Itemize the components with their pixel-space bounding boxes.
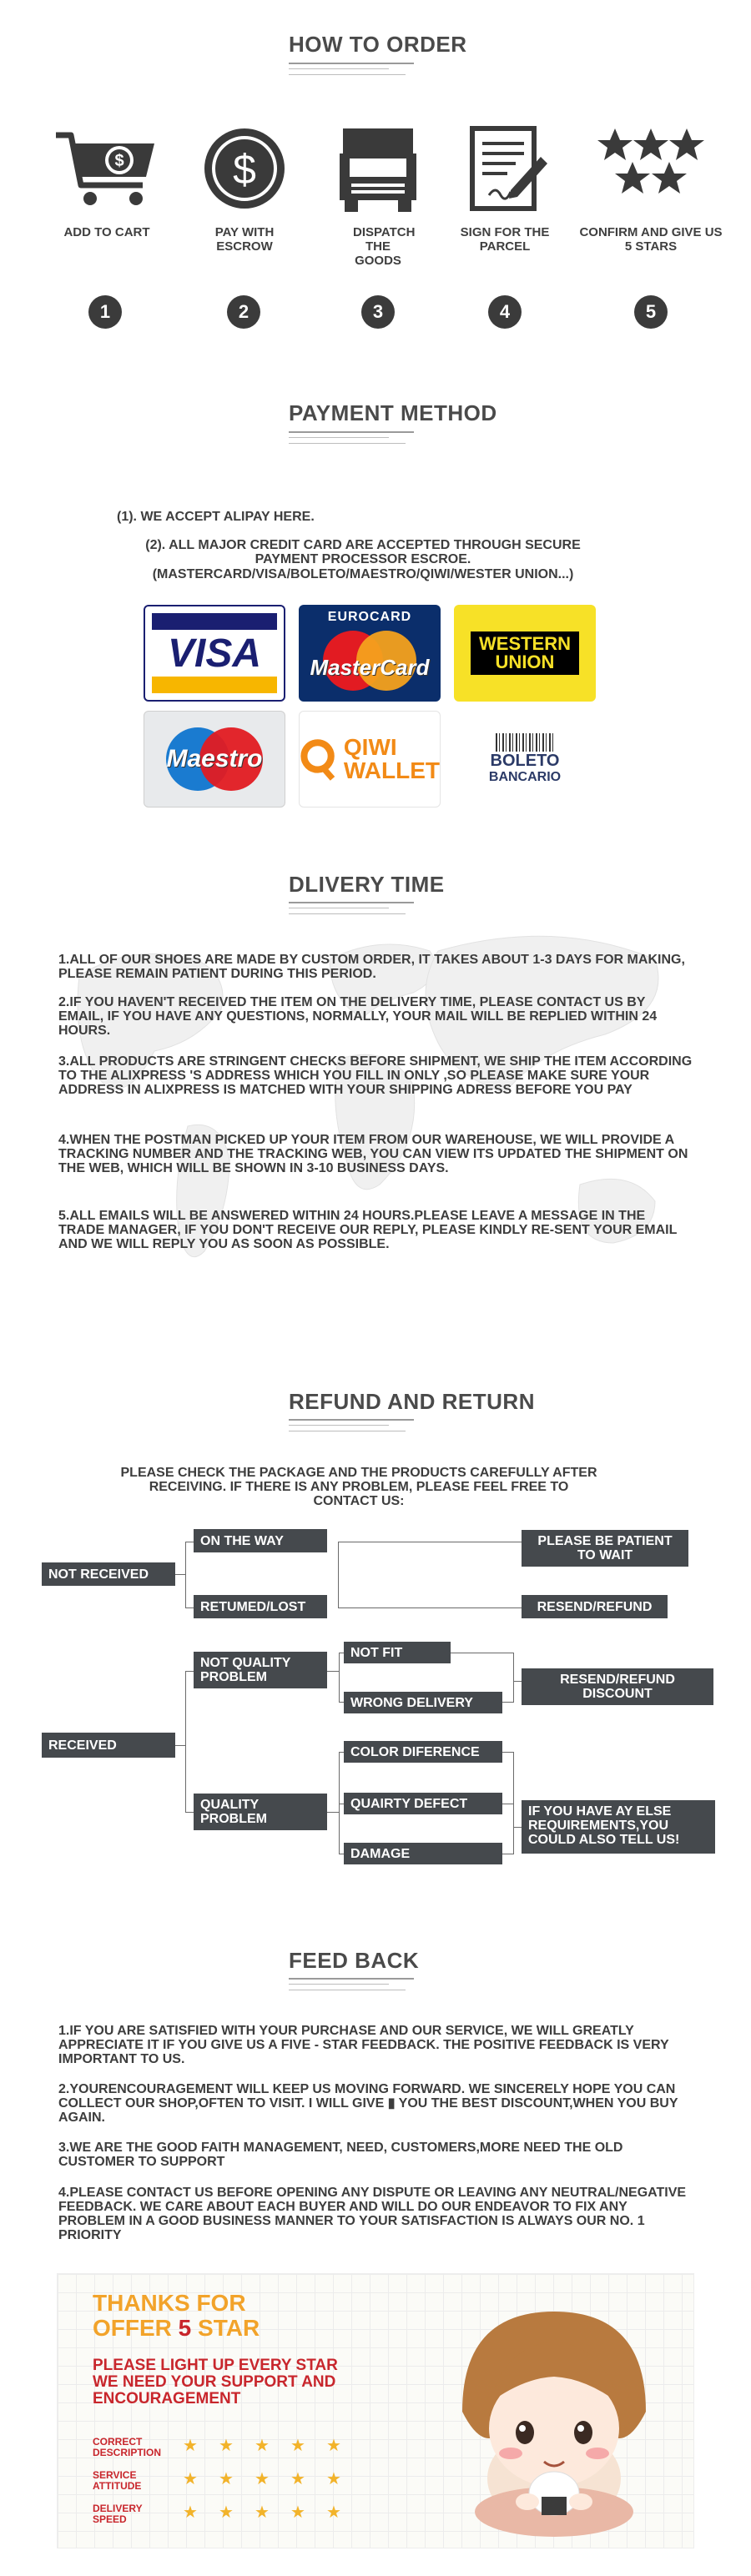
step-number: 3 bbox=[361, 295, 395, 329]
rating-star-icon[interactable]: ★ bbox=[219, 2470, 234, 2488]
rating-star-icon[interactable]: ★ bbox=[326, 2470, 341, 2488]
step-dispatch bbox=[315, 125, 441, 268]
rating-label: SPEED bbox=[93, 2513, 127, 2525]
star-text: STAR bbox=[198, 2315, 260, 2341]
encouragement-text: ENCOURAGEMENT bbox=[93, 2390, 241, 2407]
wrong-delivery-box: WRONG DELIVERY bbox=[344, 1692, 502, 1713]
title-underline bbox=[289, 63, 414, 64]
rating-star-icon[interactable]: ★ bbox=[183, 2503, 198, 2522]
delivery-item: 2.IF YOU HAVEN'T RECEIVED THE ITEM ON THE DELIVERY TIME, PLEASE CONTACT US BY EMAIL, IF YOU HAVE ANY QUESTIONS, NORMALLY, YOUR MAIL WILL BE REPLIED WITHIN 24 HOURS. bbox=[58, 995, 658, 1038]
five-text: 5 bbox=[178, 2315, 192, 2341]
rating-label: DELIVERY bbox=[93, 2503, 143, 2514]
light-up-text: PLEASE LIGHT UP EVERY STAR bbox=[93, 2357, 338, 2374]
step-number: 4 bbox=[488, 295, 522, 329]
title-underline bbox=[289, 1978, 414, 1980]
not-fit-box: NOT FIT bbox=[344, 1642, 451, 1663]
rating-star-icon[interactable]: ★ bbox=[219, 2503, 234, 2522]
dollar-coin-icon bbox=[182, 125, 307, 217]
title-underline bbox=[289, 902, 414, 903]
western-union-logo bbox=[454, 605, 596, 702]
delivery-title: DLIVERY TIME bbox=[289, 872, 445, 897]
offer-text: OFFER bbox=[93, 2315, 172, 2341]
rating-label-delivery bbox=[93, 2503, 143, 2525]
cart-icon bbox=[44, 125, 169, 217]
support-text: WE NEED YOUR SUPPORT AND bbox=[93, 2373, 336, 2391]
rating-star-icon[interactable]: ★ bbox=[255, 2470, 270, 2488]
mastercard-logo bbox=[299, 605, 441, 702]
not-quality-problem-box: NOT QUALITY PROBLEM bbox=[194, 1652, 327, 1688]
truck-icon bbox=[315, 125, 441, 217]
how-to-order-title: HOW TO ORDER bbox=[289, 32, 467, 57]
five-stars-icon bbox=[567, 125, 734, 217]
title-underline bbox=[289, 431, 414, 433]
rating-star-icon[interactable]: ★ bbox=[326, 2437, 341, 2455]
step-five-stars bbox=[567, 125, 734, 254]
be-patient-box: PLEASE BE PATIENT TO WAIT bbox=[522, 1530, 688, 1567]
title-underline bbox=[289, 74, 406, 75]
rating-star-icon[interactable]: ★ bbox=[290, 2470, 305, 2488]
delivery-item: 4.WHEN THE POSTMAN PICKED UP YOUR ITEM FROM OUR WAREHOUSE, WE WILL PROVIDE A TRACKING NUMBER AND THE TRACKING WEB, YOU CAN VIEW ITS UPDATED THE SHIPMENT ON THE WEB, WHICH WILL BE SHOWN IN 3-10 BUSINESS DAYS. bbox=[58, 1133, 688, 1175]
cartoon-girl-illustration bbox=[429, 2303, 679, 2545]
step-label: ADD TO CART bbox=[63, 225, 150, 239]
color-difference-box: COLOR DIFERENCE bbox=[344, 1741, 502, 1763]
rating-label: CORRECT bbox=[93, 2436, 143, 2448]
resend-refund-box: RESEND/REFUND bbox=[522, 1595, 668, 1618]
rating-label-description bbox=[93, 2437, 161, 2458]
rating-star-icon[interactable]: ★ bbox=[219, 2437, 234, 2455]
delivery-item: 5.ALL EMAILS WILL BE ANSWERED WITHIN 24 HOURS.PLEASE LEAVE A MESSAGE IN THE TRADE MANAGER, IF YOU DON'T RECEIVE OUR REPLY, PLEASE KINDLY RE-SENT YOUR EMAIL AND WE WILL REPLY YOU AS SOON AS POSSIBLE. bbox=[58, 1209, 678, 1251]
rating-star-icon[interactable]: ★ bbox=[290, 2503, 305, 2522]
step-number: 5 bbox=[634, 295, 668, 329]
step-number: 2 bbox=[227, 295, 260, 329]
svg-text:$: $ bbox=[114, 152, 124, 170]
feedback-title: FEED BACK bbox=[289, 1948, 420, 1973]
returned-lost-box: RETUMED/LOST bbox=[194, 1595, 327, 1618]
boleto-text: BOLETO bbox=[490, 752, 560, 770]
title-underline bbox=[289, 443, 406, 444]
step-pay-with-escrow bbox=[182, 125, 307, 254]
payment-line-1: (1). WE ACCEPT ALIPAY HERE. bbox=[117, 510, 315, 524]
qiwi-wallet-logo bbox=[299, 711, 441, 808]
bancario-text: BANCARIO bbox=[488, 770, 562, 784]
rating-star-icon[interactable]: ★ bbox=[183, 2470, 198, 2488]
refund-intro: PLEASE CHECK THE PACKAGE AND THE PRODUCTS CAREFULLY AFTER RECEIVING. IF THERE IS ANY PROBLEM, PLEASE FEEL FREE TO CONTACT US: bbox=[120, 1466, 597, 1508]
title-underline bbox=[289, 1425, 389, 1426]
delivery-item: 1.ALL OF OUR SHOES ARE MADE BY CUSTOM ORDER, IT TAKES ABOUT 1-3 DAYS FOR MAKING, PLEASE REMAIN PATIENT DURING THIS PERIOD. bbox=[58, 953, 685, 981]
feedback-item: 3.WE ARE THE GOOD FAITH MANAGEMENT, NEED, CUSTOMERS,MORE NEED THE OLD CUSTOMER TO SUPPORT bbox=[58, 2141, 623, 2169]
maestro-card-logo bbox=[144, 711, 285, 808]
svg-text:$: $ bbox=[233, 146, 256, 193]
quality-problem-box: QUALITY PROBLEM bbox=[194, 1794, 327, 1830]
step-number: 1 bbox=[88, 295, 122, 329]
rating-star-icon[interactable]: ★ bbox=[255, 2503, 270, 2522]
wallet-text: WALLET bbox=[343, 757, 440, 783]
eurocard-text: EUROCARD bbox=[327, 610, 412, 624]
western-text: WESTERN bbox=[479, 633, 571, 654]
document-sign-icon bbox=[442, 125, 567, 217]
feedback-item: 4.PLEASE CONTACT US BEFORE OPENING ANY DISPUTE OR LEAVING ANY NEUTRAL/NEGATIVE FEEDBACK. WE CARE ABOUT EACH BUYER AND WILL DO OUR ENDEAVOR TO FIX ANY PROBLEM IN A GOOD BUSINESS MANNER TO YOUR SATISFACTION IS ALWAYS OUR NO. 1 PRIORITY bbox=[58, 2186, 687, 2242]
payment-line-2c: (MASTERCARD/VISA/BOLETO/MAESTRO/QIWI/WESTER UNION...) bbox=[152, 567, 574, 581]
payment-line-2a: (2). ALL MAJOR CREDIT CARD ARE ACCEPTED THROUGH SECURE bbox=[145, 538, 581, 552]
rating-label: DESCRIPTION bbox=[93, 2447, 162, 2458]
union-text: UNION bbox=[495, 652, 555, 672]
step-add-to-cart bbox=[44, 125, 169, 239]
not-received-box: NOT RECEIVED bbox=[42, 1562, 175, 1586]
received-box: RECEIVED bbox=[42, 1733, 175, 1758]
rating-star-icon[interactable]: ★ bbox=[183, 2437, 198, 2455]
step-label: SIGN FOR THE PARCEL bbox=[460, 225, 550, 254]
rating-star-icon[interactable]: ★ bbox=[255, 2437, 270, 2455]
boleto-logo bbox=[454, 711, 596, 808]
on-the-way-box: ON THE WAY bbox=[194, 1529, 327, 1552]
refund-title: REFUND AND RETURN bbox=[289, 1389, 535, 1414]
feedback-item: 2.YOURENCOURAGEMENT WILL KEEP US MOVING FORWARD. WE SINCERELY HOPE YOU CAN COLLECT OUR SHOP,OFTEN TO VISIT. I WILL GIVE ▮ YOU THE BEST DISCOUNT,WHEN YOU BUY AGAIN. bbox=[58, 2082, 678, 2125]
step-label: PAY WITH ESCROW bbox=[214, 225, 275, 254]
delivery-item: 3.ALL PRODUCTS ARE STRINGENT CHECKS BEFORE SHIPMENT, WE SHIP THE ITEM ACCORDING TO THE ALIXPRESS 'S ADDRESS WHICH YOU FILL IN ONLY ,SO PLEASE MAKE SURE YOUR ADDRESS IN ALIXPRESS IS MATCHED WITH YOUR SHIPPING ADRESS BEFORE YOU PAY bbox=[58, 1054, 693, 1097]
payment-line-2b: PAYMENT PROCESSOR ESCROE. bbox=[255, 552, 471, 566]
resend-refund-discount-box: RESEND/REFUND DISCOUNT bbox=[522, 1668, 713, 1705]
visa-card-logo bbox=[144, 605, 285, 702]
rating-label-service bbox=[93, 2470, 141, 2492]
title-underline bbox=[289, 913, 406, 914]
step-label: DISPATCH THE GOODS bbox=[353, 225, 416, 268]
payment-title: PAYMENT METHOD bbox=[289, 400, 497, 425]
rating-label: ATTITUDE bbox=[93, 2480, 142, 2492]
title-underline bbox=[289, 68, 389, 69]
title-underline bbox=[289, 437, 389, 438]
visa-text: VISA bbox=[167, 631, 262, 676]
thanks-text: THANKS FOR bbox=[93, 2290, 246, 2316]
rating-star-icon[interactable]: ★ bbox=[290, 2437, 305, 2455]
step-sign-parcel bbox=[442, 125, 567, 254]
else-requirements-box: IF YOU HAVE AY ELSE REQUIREMENTS,YOU COULD ALSO TELL US! bbox=[522, 1800, 715, 1854]
rating-star-icon[interactable]: ★ bbox=[326, 2503, 341, 2522]
title-underline bbox=[289, 1419, 414, 1421]
maestro-text: Maestro bbox=[166, 745, 263, 772]
damage-box: DAMAGE bbox=[344, 1843, 502, 1864]
five-star-banner bbox=[57, 2273, 694, 2548]
quality-defect-box: QUAIRTY DEFECT bbox=[344, 1793, 502, 1814]
feedback-item: 1.IF YOU ARE SATISFIED WITH YOUR PURCHASE AND OUR SERVICE, WE WILL GREATLY APPRECIATE IT IF YOU GIVE US A FIVE - STAR FEEDBACK. THE POSITIVE FEEDBACK IS VERY IMPORTANT TO US. bbox=[58, 2024, 669, 2066]
rating-label: SERVICE bbox=[93, 2469, 137, 2481]
mastercard-text: MasterCard bbox=[310, 655, 430, 680]
title-underline bbox=[289, 1984, 389, 1985]
step-label: CONFIRM AND GIVE US 5 STARS bbox=[579, 225, 723, 254]
qiwi-text: QIWI bbox=[343, 734, 397, 760]
